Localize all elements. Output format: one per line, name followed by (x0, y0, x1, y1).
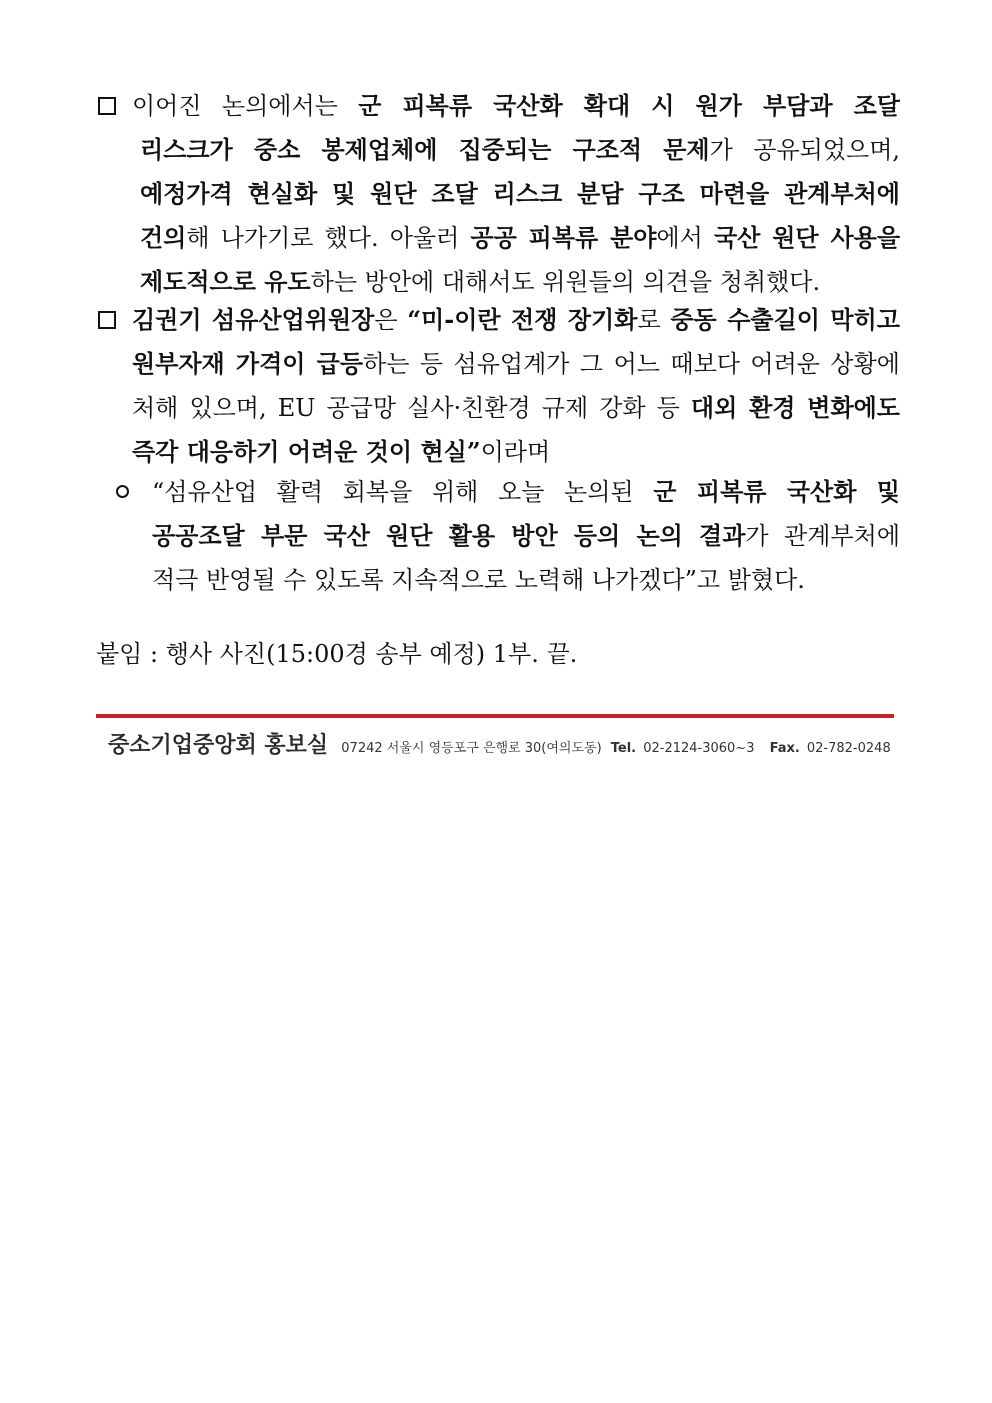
run-bold: 제도적으로 유도 (140, 267, 311, 296)
run-bold: 공공조달 부문 국산 원단 활용 방안 등의 논의 결과 (152, 521, 746, 550)
run-bold: 건의 (140, 223, 187, 252)
fax-number: 02-782-0248 (806, 741, 891, 756)
text-line (96, 298, 900, 342)
square-bullet-icon (96, 84, 132, 128)
run-bold: 국산 원단 사용을 (713, 223, 900, 252)
text-line (96, 84, 900, 128)
run: “섬유산업 활력 회복을 위해 오늘 논의된 (152, 478, 654, 506)
text-line (96, 470, 900, 514)
run-bold: 예정가격 현실화 및 원단 조달 리스크 분담 구조 마련을 관계부처에 (140, 179, 900, 208)
run: 가 공유되었으며, (709, 136, 900, 164)
paragraph-discussion (96, 84, 900, 304)
fax-label: Fax. (769, 741, 800, 756)
square-bullet-icon (96, 298, 132, 342)
run-bold: 대외 환경 변화에도 (690, 393, 900, 422)
run-bold: 군 피복류 국산화 및 (653, 477, 900, 506)
paragraph-chairman-quote (96, 298, 900, 474)
footer-divider (96, 714, 894, 718)
text-line (96, 342, 900, 386)
run-bold: 군 피복류 국산화 확대 시 원가 부담과 조달 (358, 91, 900, 120)
run: 하는 등 섬유업계가 그 어느 때보다 어려운 상황에 (363, 350, 900, 378)
footer (108, 728, 891, 759)
run: 가 관계부처에 (745, 522, 900, 550)
run-bold: 리스크가 중소 봉제업체에 집중되는 구조적 문제 (140, 135, 710, 164)
text-line (96, 558, 900, 602)
run: 하는 방안에 대해서도 위원들의 의견을 청취했다. (310, 268, 821, 296)
circle-bullet-icon (96, 470, 152, 514)
attachment-note: 붙임 : 행사 사진(15:00경 송부 예정) 1부. 끝. (96, 640, 578, 668)
run-bold: “미-이란 전쟁 장기화 (407, 305, 638, 334)
run: 해 나가기로 했다. 아울러 (186, 224, 471, 252)
run: 처해 있으며, EU 공급망 실사·친환경 규제 강화 등 (132, 394, 691, 422)
paragraph-sub-quote (96, 470, 900, 602)
run: 이어진 논의에서는 (132, 92, 359, 120)
run-bold: 중동 수출길이 막히고 (670, 305, 900, 334)
text-line (96, 128, 900, 172)
footer-address: 07242 서울시 영등포구 은행로 30(여의도동) (341, 741, 602, 756)
run: 적극 반영될 수 있도록 지속적으로 노력해 나가겠다”고 밝혔다. (152, 566, 805, 594)
run-bold: 김권기 섬유산업위원장 (132, 305, 375, 334)
text-line (96, 514, 900, 558)
run: 에서 (656, 224, 714, 252)
run-bold: 원부자재 가격이 급등 (132, 349, 364, 378)
text-line (96, 430, 900, 474)
text-line (96, 216, 900, 260)
text-line (96, 172, 900, 216)
tel-label: Tel. (610, 741, 637, 756)
run-bold: 즉각 대응하기 어려운 것이 현실” (132, 437, 481, 466)
run: 로 (637, 306, 671, 334)
run: 이라며 (480, 438, 551, 466)
tel-number: 02-2124-3060~3 (643, 741, 755, 756)
organization-name: 중소기업중앙회 홍보실 (108, 733, 329, 758)
run: 은 (374, 306, 408, 334)
text-line (96, 386, 900, 430)
run-bold: 공공 피복류 분야 (470, 223, 657, 252)
